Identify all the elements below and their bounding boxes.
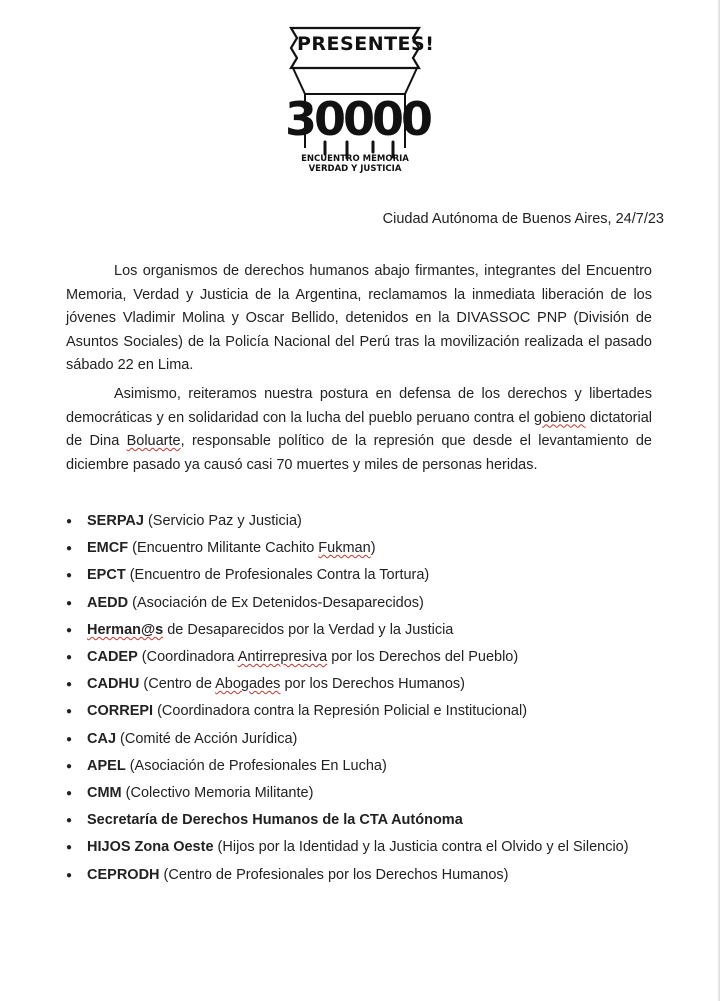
signatory-item	[66, 673, 652, 696]
signatory-acronym: Secretaría de Derechos Humanos de la CTA Autónoma	[87, 812, 463, 829]
misspelled-word: gobieno	[534, 409, 586, 426]
signatory-acronym: CADEP	[87, 649, 138, 666]
signatory-name-end: por los Derechos Humanos)	[280, 676, 465, 693]
signatory-acronym: EMCF	[87, 540, 129, 557]
paragraph-1	[66, 260, 652, 378]
signatory-item	[66, 728, 652, 751]
signatory-acronym: CADHU	[87, 676, 140, 693]
signatory-acronym: AEDD	[87, 594, 129, 611]
signatory-acronym: HIJOS Zona Oeste	[87, 839, 214, 856]
signatory-item	[66, 782, 652, 805]
misspelled-word: Boluarte	[126, 433, 181, 449]
signatory-item	[66, 700, 652, 723]
signatory-item	[66, 646, 652, 669]
signatory-item	[66, 537, 652, 560]
misspelled-word: Abogades	[215, 676, 281, 693]
paragraph-2-text-a: Asimismo, reiteramos nuestra postura en defensa de los derechos y libertades democráticas y en solidaridad con la lucha del pueblo peruano contra el	[66, 386, 652, 426]
misspelled-word: Antirrepresiva	[237, 649, 328, 666]
signatory-name: (Encuentro Militante Cachito	[128, 540, 319, 557]
signatory-item	[66, 592, 652, 615]
signatory-item	[66, 809, 652, 832]
logo-number: 30000	[285, 92, 431, 146]
signatory-acronym: SERPAJ	[87, 513, 144, 529]
paragraph-2-text-b: dictatorial de Dina	[66, 409, 652, 449]
presentes-30000-logo	[285, 8, 435, 178]
signatory-name: (Encuentro de Profesionales Contra la Tortura)	[125, 567, 430, 584]
signatory-acronym: Herman@s	[87, 621, 164, 638]
signatory-acronym: CORREPI	[87, 703, 154, 720]
signatory-acronym: EPCT	[87, 567, 126, 584]
signatory-name: (Coordinadora contra la Represión Policial e Institucional)	[153, 703, 528, 720]
signatory-item	[66, 836, 652, 859]
signatory-name: (Hijos por la Identidad y la Justicia contra el Olvido y el Silencio)	[213, 839, 629, 856]
paragraph-1-text: Los organismos de derechos humanos abajo firmantes, integrantes del Encuentro Memoria, Verdad y Justicia de la Argentina, reclamamos la inmediata liberación de los jóvenes Vladimir Molina y Oscar Bellido, detenidos en la DIVASSOC PNP (División de Asuntos Sociales) de la Policía Nacional del Perú tras la movilización realizada el pasado sábado 22 en Lima.	[66, 263, 652, 373]
signatory-name: (Asociación de Ex Detenidos-Desaparecidos)	[128, 594, 424, 611]
signatory-acronym: CMM	[87, 785, 122, 802]
signatory-name-end: )	[370, 540, 376, 557]
misspelled-word: Fukman	[318, 540, 371, 557]
date-line: Ciudad Autónoma de Buenos Aires, 24/7/23	[382, 211, 664, 227]
signatory-name: (Centro de Profesionales por los Derechos Humanos)	[159, 866, 509, 883]
signatory-name: (Asociación de Profesionales En Lucha)	[125, 757, 387, 774]
signatory-item	[66, 510, 652, 533]
paragraph-2-text-c: , responsable político de la represión que desde el levantamiento de diciembre pasado ya causó casi 70 muertes y miles de personas heridas.	[66, 433, 652, 473]
signatory-name: (Centro de	[139, 676, 216, 693]
logo-subtitle-line2: VERDAD Y JUSTICIA	[308, 164, 402, 174]
signatory-item	[66, 864, 652, 887]
signatory-name: (Coordinadora	[137, 649, 238, 666]
signatory-name: (Servicio Paz y Justicia)	[143, 513, 302, 529]
logo-banner-text: PRESENTES!	[297, 33, 435, 55]
signatory-name: (Comité de Acción Jurídica)	[116, 730, 298, 747]
signatory-item	[66, 755, 652, 778]
signatory-acronym: APEL	[87, 757, 126, 774]
signatories-list	[66, 510, 652, 891]
logo-subtitle-line1: ENCUENTRO MEMORIA	[301, 154, 409, 164]
logo-subtitle	[285, 154, 425, 174]
signatory-acronym: CAJ	[87, 730, 117, 747]
signatory-acronym: CEPRODH	[87, 866, 160, 883]
signatory-name-end: por los Derechos del Pueblo)	[327, 649, 519, 666]
signatory-item	[66, 564, 652, 587]
signatory-item	[66, 619, 652, 642]
signatory-name: de Desaparecidos por la Verdad y la Justicia	[163, 621, 454, 638]
signatory-name: (Colectivo Memoria Militante)	[121, 785, 314, 802]
paragraph-2	[66, 383, 652, 477]
